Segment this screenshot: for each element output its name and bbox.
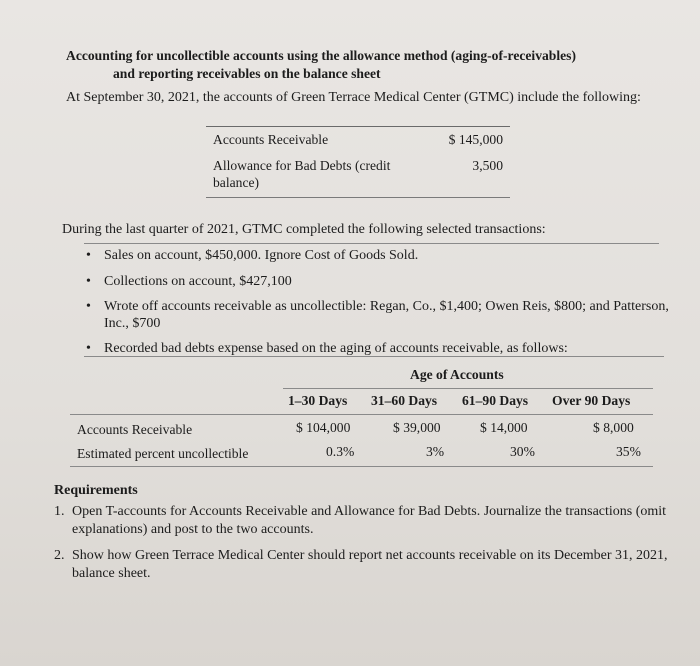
aging-cell: 0.3% <box>326 444 355 459</box>
transaction-item <box>84 298 674 332</box>
requirement-text: Show how Green Terrace Medical Center should report net accounts receivable on its December 31, 2021, balance sheet. <box>72 548 668 581</box>
aging-row-label: Estimated percent uncollectible <box>77 446 249 461</box>
bullet-icon: • <box>86 274 91 289</box>
problem-title <box>66 47 666 83</box>
transaction-item <box>84 247 418 264</box>
aging-cell: 3% <box>426 444 445 459</box>
aging-table-title: Age of Accounts <box>410 367 504 382</box>
intro-paragraph: At September 30, 2021, the accounts of Green Terrace Medical Center (GTMC) include the following: <box>66 90 641 105</box>
requirements-section <box>54 483 674 581</box>
transaction-item <box>84 340 568 357</box>
balance-label: Allowance for Bad Debts (credit balance) <box>213 158 391 190</box>
aging-cell: 35% <box>616 444 641 459</box>
balance-row <box>206 127 510 150</box>
divider <box>283 388 653 389</box>
balance-amount: 3,500 <box>472 158 503 173</box>
aging-column-header: 61–90 Days <box>462 393 529 408</box>
transaction-text: Wrote off accounts receivable as uncollectible: Regan, Co., $1,400; Owen Reis, $800; and Patterson, Inc., $700 <box>104 299 669 331</box>
transaction-text: Sales on account, $450,000. Ignore Cost of Goods Sold. <box>104 248 419 263</box>
balances-table <box>206 126 510 198</box>
requirement-number: 2. <box>54 548 65 563</box>
aging-cell: $ 39,000 <box>393 420 441 435</box>
divider <box>84 356 664 357</box>
bullet-icon: • <box>86 299 91 314</box>
aging-column-header: Over 90 Days <box>552 393 631 408</box>
aging-row-label: Accounts Receivable <box>77 422 193 437</box>
divider <box>70 414 653 415</box>
requirement-item <box>54 547 672 583</box>
aging-column-header: 1–30 Days <box>288 393 348 408</box>
balance-amount: $ 145,000 <box>448 132 503 147</box>
aging-cell: $ 14,000 <box>480 420 528 435</box>
transaction-text: Recorded bad debts expense based on the aging of accounts receivable, as follows: <box>104 341 568 356</box>
problem-title-line-2: and reporting receivables on the balance sheet <box>113 66 381 81</box>
aging-column-header: 31–60 Days <box>371 393 438 408</box>
bullet-icon: • <box>86 341 91 356</box>
divider <box>84 243 659 244</box>
bullet-icon: • <box>86 248 91 263</box>
requirement-text: Open T-accounts for Accounts Receivable and Allowance for Bad Debts. Journalize the transactions (omit explanations) and post to the two accounts. <box>72 504 667 537</box>
aging-cell: $ 8,000 <box>593 420 634 435</box>
divider <box>70 466 653 467</box>
transaction-item <box>84 273 292 290</box>
requirements-title: Requirements <box>54 483 138 498</box>
transaction-text: Collections on account, $427,100 <box>104 274 292 289</box>
transactions-intro: During the last quarter of 2021, GTMC completed the following selected transactions: <box>62 222 546 237</box>
balance-label: Accounts Receivable <box>213 132 329 147</box>
aging-cell: 30% <box>510 444 535 459</box>
requirement-item <box>54 503 672 539</box>
problem-title-line-1: Accounting for uncollectible accounts using the allowance method (aging-of-receivables) <box>66 48 576 63</box>
requirement-number: 1. <box>54 504 65 519</box>
balance-row <box>206 150 510 197</box>
aging-cell: $ 104,000 <box>296 420 351 435</box>
